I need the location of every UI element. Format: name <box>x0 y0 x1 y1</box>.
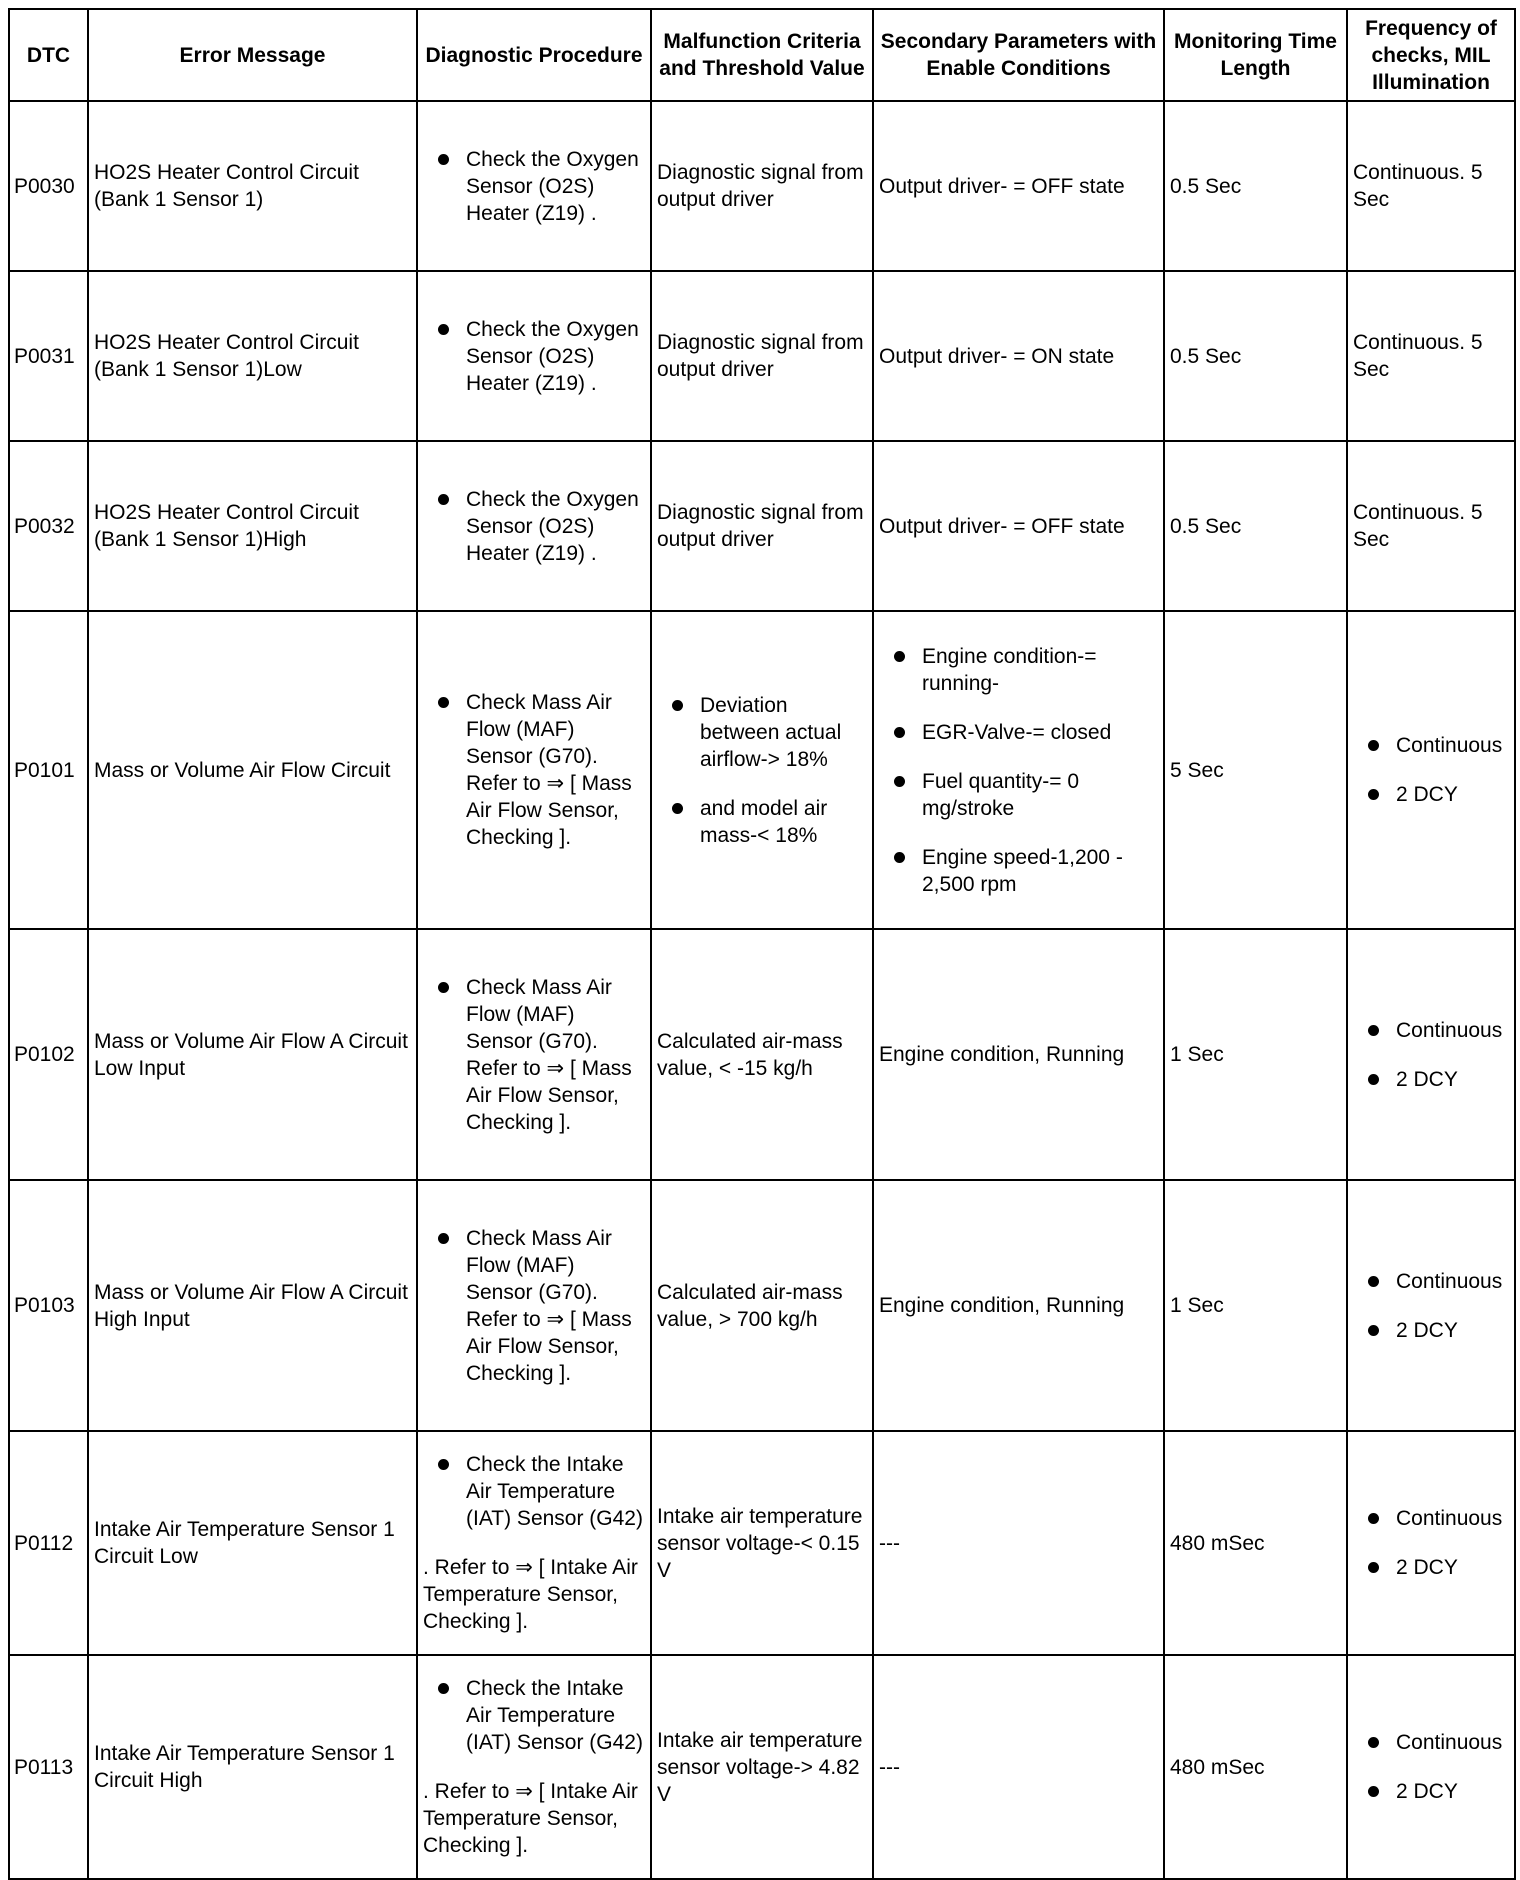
diagnostic-procedure <box>417 101 651 271</box>
list-item: and model air mass-< 18% <box>657 795 867 849</box>
list-item: 2 DCY <box>1353 1317 1509 1344</box>
table-row <box>9 929 1515 1180</box>
procedure-list <box>423 1675 645 1756</box>
table-row <box>9 1655 1515 1879</box>
dtc-code: P0032 <box>9 441 88 611</box>
error-message: Intake Air Temperature Sensor 1 Circuit High <box>88 1655 417 1879</box>
list-item: Check the Oxygen Sensor (O2S) Heater (Z19) . <box>423 486 645 567</box>
malfunction-criteria: Diagnostic signal from output driver <box>651 441 873 611</box>
list-item: 2 DCY <box>1353 781 1509 808</box>
diagnostic-procedure <box>417 1655 651 1879</box>
table-row <box>9 611 1515 929</box>
frequency-mil: Continuous. 5 Sec <box>1347 441 1515 611</box>
monitoring-time: 0.5 Sec <box>1164 101 1347 271</box>
diagnostic-procedure <box>417 271 651 441</box>
list-item: Continuous <box>1353 1017 1509 1044</box>
list-item: Continuous <box>1353 1729 1509 1756</box>
monitoring-time: 5 Sec <box>1164 611 1347 929</box>
list-item: Engine condition-= running- <box>879 643 1158 697</box>
monitoring-time: 1 Sec <box>1164 929 1347 1180</box>
list-item: Check Mass Air Flow (MAF) Sensor (G70). Refer to ⇒ [ Mass Air Flow Sensor, Checking ]. <box>423 689 645 851</box>
error-message: HO2S Heater Control Circuit (Bank 1 Sensor 1)Low <box>88 271 417 441</box>
list-item: Deviation between actual airflow-> 18% <box>657 692 867 773</box>
monitoring-time: 480 mSec <box>1164 1431 1347 1655</box>
table-row <box>9 271 1515 441</box>
header-frequency-mil: Frequency of checks, MIL Illumination <box>1347 9 1515 101</box>
monitoring-time: 0.5 Sec <box>1164 271 1347 441</box>
list-item: EGR-Valve-= closed <box>879 719 1158 746</box>
malfunction-criteria: Intake air temperature sensor voltage-> 4.82 V <box>651 1655 873 1879</box>
frequency-list <box>1353 1017 1509 1093</box>
table-row <box>9 101 1515 271</box>
error-message: Mass or Volume Air Flow A Circuit Low Input <box>88 929 417 1180</box>
table-header-row <box>9 9 1515 101</box>
procedure-list <box>423 1225 645 1387</box>
list-item: Check Mass Air Flow (MAF) Sensor (G70). Refer to ⇒ [ Mass Air Flow Sensor, Checking ]. <box>423 1225 645 1387</box>
list-item: Continuous <box>1353 1268 1509 1295</box>
secondary-parameters: Engine condition, Running <box>873 1180 1164 1431</box>
procedure-list <box>423 316 645 397</box>
frequency-mil <box>1347 929 1515 1180</box>
procedure-list <box>423 974 645 1136</box>
secondary-parameters: Output driver- = ON state <box>873 271 1164 441</box>
frequency-list <box>1353 1505 1509 1581</box>
secondary-parameters: --- <box>873 1655 1164 1879</box>
diagnostic-procedure <box>417 1431 651 1655</box>
header-dtc: DTC <box>9 9 88 101</box>
secondary-parameters: Engine condition, Running <box>873 929 1164 1180</box>
list-item: Check the Intake Air Temperature (IAT) Sensor (G42) <box>423 1675 645 1756</box>
error-message: HO2S Heater Control Circuit (Bank 1 Sensor 1) <box>88 101 417 271</box>
table-row <box>9 1431 1515 1655</box>
list-item: 2 DCY <box>1353 1066 1509 1093</box>
header-malfunction-criteria: Malfunction Criteria and Threshold Value <box>651 9 873 101</box>
list-item: 2 DCY <box>1353 1554 1509 1581</box>
list-item: Continuous <box>1353 1505 1509 1532</box>
malfunction-criteria: Calculated air-mass value, < -15 kg/h <box>651 929 873 1180</box>
monitoring-time: 1 Sec <box>1164 1180 1347 1431</box>
error-message: Mass or Volume Air Flow A Circuit High Input <box>88 1180 417 1431</box>
frequency-mil <box>1347 1431 1515 1655</box>
diagnostic-procedure <box>417 929 651 1180</box>
procedure-list <box>423 486 645 567</box>
procedure-note: . Refer to ⇒ [ Intake Air Temperature Sensor, Checking ]. <box>423 1556 638 1633</box>
list-item: Continuous <box>1353 732 1509 759</box>
list-item: Check the Oxygen Sensor (O2S) Heater (Z19) . <box>423 146 645 227</box>
malfunction-criteria: Intake air temperature sensor voltage-< 0.15 V <box>651 1431 873 1655</box>
frequency-mil: Continuous. 5 Sec <box>1347 271 1515 441</box>
secondary-parameters: Output driver- = OFF state <box>873 101 1164 271</box>
malfunction-criteria: Calculated air-mass value, > 700 kg/h <box>651 1180 873 1431</box>
malfunction-criteria: Diagnostic signal from output driver <box>651 271 873 441</box>
secondary-list <box>879 643 1158 898</box>
frequency-list <box>1353 1268 1509 1344</box>
list-item: Check the Oxygen Sensor (O2S) Heater (Z19) . <box>423 316 645 397</box>
list-item: Fuel quantity-= 0 mg/stroke <box>879 768 1158 822</box>
secondary-parameters <box>873 611 1164 929</box>
frequency-mil <box>1347 1655 1515 1879</box>
diagnostic-procedure <box>417 1180 651 1431</box>
monitoring-time: 480 mSec <box>1164 1655 1347 1879</box>
malfunction-criteria <box>651 611 873 929</box>
procedure-list <box>423 689 645 851</box>
dtc-table <box>8 8 1516 1880</box>
frequency-mil <box>1347 1180 1515 1431</box>
header-monitoring-time: Monitoring Time Length <box>1164 9 1347 101</box>
error-message: Intake Air Temperature Sensor 1 Circuit Low <box>88 1431 417 1655</box>
frequency-list <box>1353 1729 1509 1805</box>
secondary-parameters: Output driver- = OFF state <box>873 441 1164 611</box>
header-error-message: Error Message <box>88 9 417 101</box>
diagnostic-procedure <box>417 611 651 929</box>
frequency-mil: Continuous. 5 Sec <box>1347 101 1515 271</box>
dtc-code: P0031 <box>9 271 88 441</box>
list-item: 2 DCY <box>1353 1778 1509 1805</box>
dtc-code: P0103 <box>9 1180 88 1431</box>
list-item: Check the Intake Air Temperature (IAT) Sensor (G42) <box>423 1451 645 1532</box>
table-row <box>9 441 1515 611</box>
procedure-list <box>423 1451 645 1532</box>
criteria-list <box>657 692 867 849</box>
procedure-list <box>423 146 645 227</box>
list-item: Check Mass Air Flow (MAF) Sensor (G70). Refer to ⇒ [ Mass Air Flow Sensor, Checking ]. <box>423 974 645 1136</box>
list-item: Engine speed-1,200 - 2,500 rpm <box>879 844 1158 898</box>
dtc-code: P0113 <box>9 1655 88 1879</box>
error-message: Mass or Volume Air Flow Circuit <box>88 611 417 929</box>
dtc-code: P0102 <box>9 929 88 1180</box>
table-row <box>9 1180 1515 1431</box>
frequency-list <box>1353 732 1509 808</box>
diagnostic-procedure <box>417 441 651 611</box>
error-message: HO2S Heater Control Circuit (Bank 1 Sensor 1)High <box>88 441 417 611</box>
header-diagnostic-procedure: Diagnostic Procedure <box>417 9 651 101</box>
dtc-code: P0030 <box>9 101 88 271</box>
secondary-parameters: --- <box>873 1431 1164 1655</box>
dtc-code: P0112 <box>9 1431 88 1655</box>
frequency-mil <box>1347 611 1515 929</box>
monitoring-time: 0.5 Sec <box>1164 441 1347 611</box>
dtc-code: P0101 <box>9 611 88 929</box>
malfunction-criteria: Diagnostic signal from output driver <box>651 101 873 271</box>
procedure-note: . Refer to ⇒ [ Intake Air Temperature Sensor, Checking ]. <box>423 1780 638 1857</box>
header-secondary-parameters: Secondary Parameters with Enable Conditions <box>873 9 1164 101</box>
